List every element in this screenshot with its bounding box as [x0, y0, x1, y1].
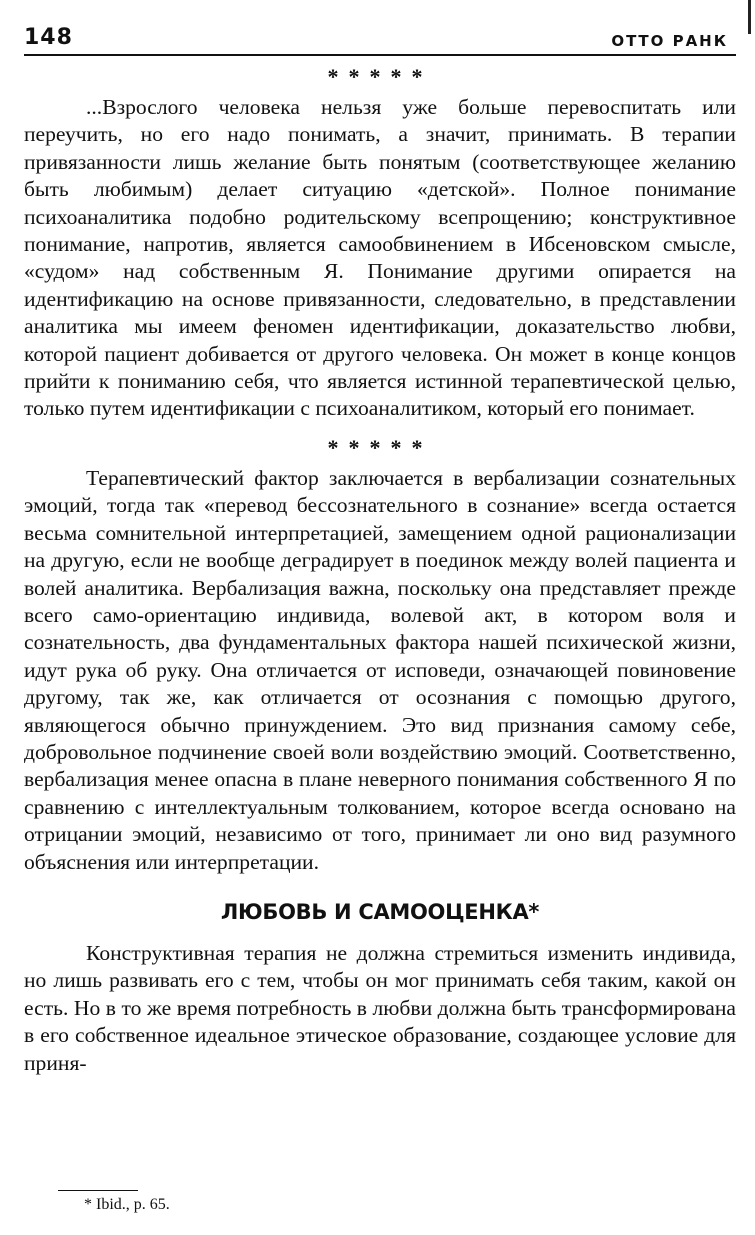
section-separator-2: ***** [327, 434, 433, 460]
page-number: 148 [24, 25, 73, 50]
book-page [24, 22, 736, 1077]
page-edge-mark [748, 0, 751, 34]
running-head [24, 22, 736, 50]
paragraph-3: Конструктивная терапия не должна стремиться изменить индивида, но лишь развивать его с тем, чтобы он мог принимать себя таким, какой он есть. Но в то же время потребность в любви должна быть трансформирована в его собственное идеальное этическое образование, создающее условие для приня- [24, 940, 736, 1075]
section-heading: ЛЮБОВЬ И САМООЦЕНКА* [220, 899, 540, 924]
footnote-rule [58, 1190, 138, 1191]
running-title: ОТТО РАНК [611, 32, 728, 50]
paragraph-1: ...Взрослого человека нельзя уже больше перевоспитать или переучить, но его надо понимать, а значит, принимать. В терапии привязанности лишь желание быть понятым (соответствующее желанию быть любимым) делает ситуацию «детской». Полное понимание психоаналитика подобно родительскому всепрощению; конструктивное понимание, напротив, является самообвинением в Ибсеновском смысле, «судом» над собственным Я. Понимание другими опирается на идентификацию на основе привязанности, следовательно, в представлении аналитика мы имеем феномен идентификации, доказательство любви, которой пациент добивается от другого человека. Он может в конце концов прийти к пониманию себя, что является истинной терапевтической целью, только путем идентификации с психоаналитиком, который его понимает. [24, 95, 736, 421]
paragraph-2: Терапевтический фактор заключается в вербализации сознательных эмоций, тогда так «перевод бессознательного в сознание» всегда остается весьма сомнительной интерпретацией, замещением одной рационализации на другую, если не вообще деградирует в поединок между волей пациента и волей аналитика. Вербализация важна, поскольку она представляет прежде всего само-ориентацию индивида, волевой акт, в котором воля и сознательность, два фундаментальных фактора нашей психической жизни, идут рука об руку. Она отличается от исповеди, означающей повиновение другому, так же, как отличается от осознания с помощью другого, являющегося обычно принуждением. Это вид признания самому себе, добровольное подчинение своей воли воздействию эмоций. Соответственно, вербализация менее опасна в плане неверного понимания собственного Я по сравнению с интеллектуальным толкованием, которое всегда основано на отрицании эмоций, независимо от того, принимает ли оно вид разумного объяснения или интерпретации. [24, 465, 736, 874]
header-rule [24, 54, 736, 56]
section-separator-1: ***** [327, 64, 433, 89]
footnote: * Ibid., p. 65. [84, 1196, 170, 1213]
